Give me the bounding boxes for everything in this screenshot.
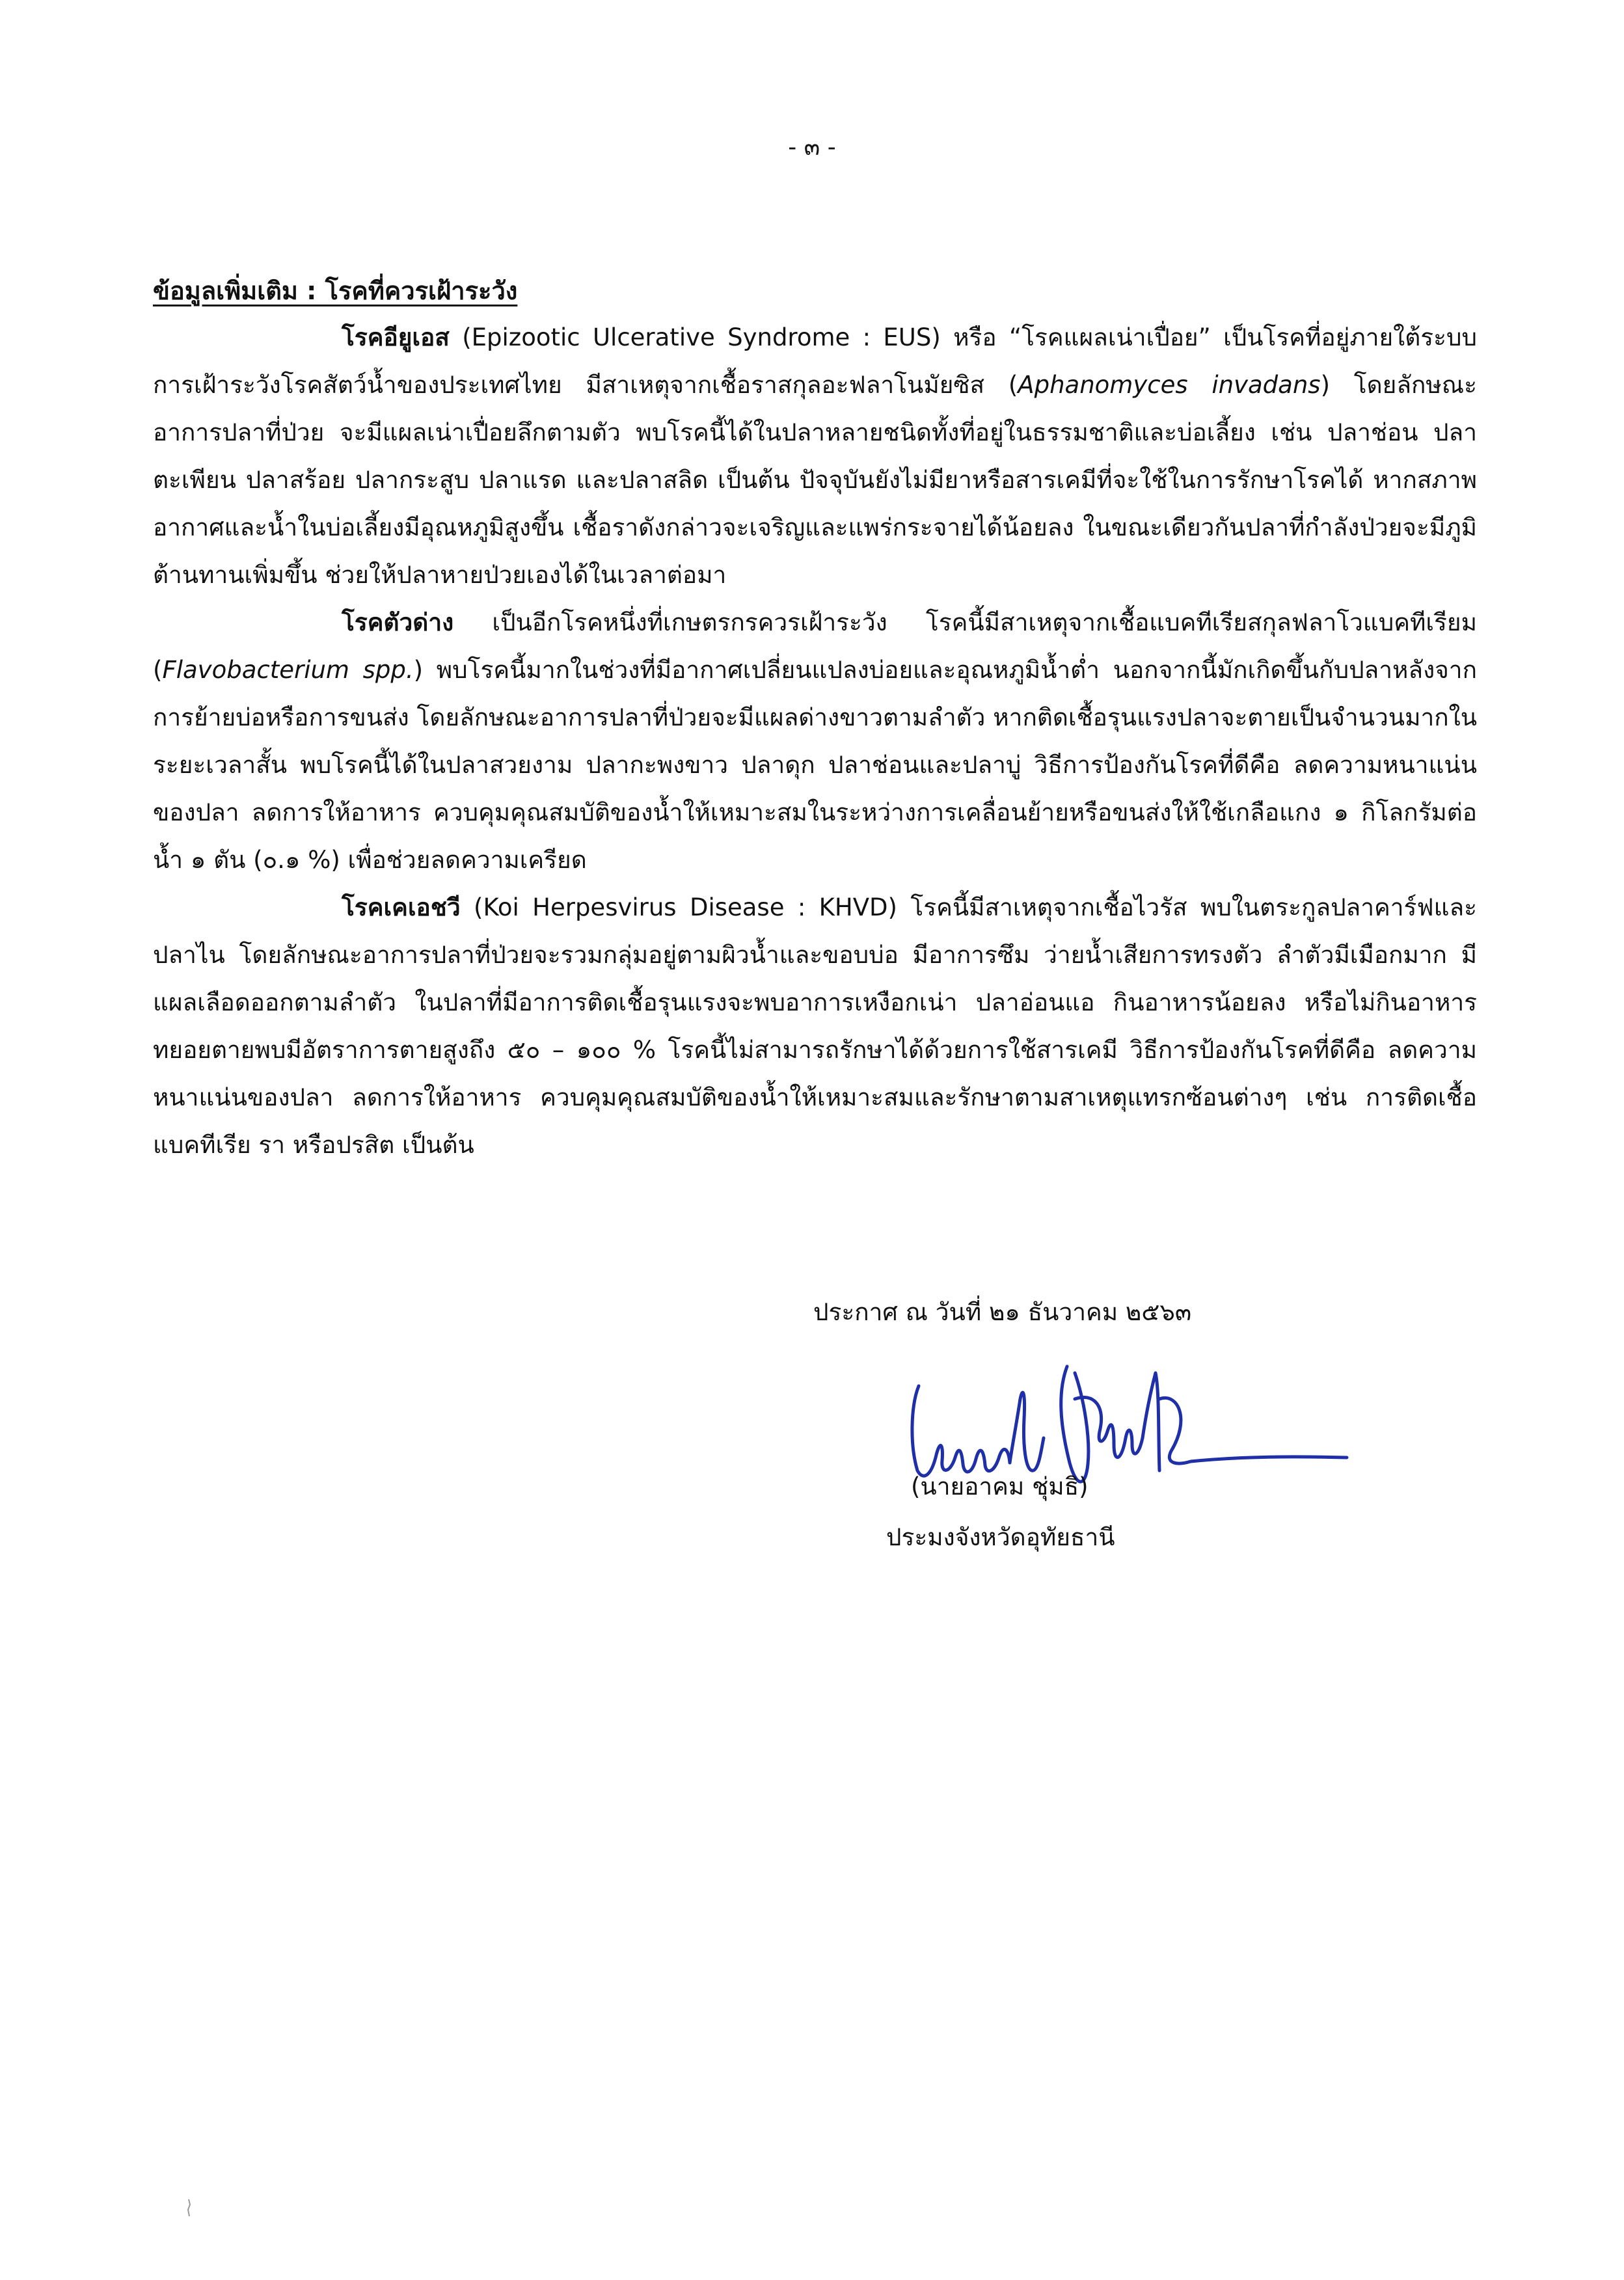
paragraph-eus-text-2: ) โดยลักษณะอาการปลาที่ป่วย จะมีแผลเน่าเปื่อยลึกตามตัว พบโรคนี้ได้ในปลาหลายชนิดทั้งที่อยู่ในธรรมชาติและบ่อเลี้ยง เช่น ปลาช่อน ปลาตะเพียน ปลาสร้อย ปลากระสูบ ปลาแรด และปลาสลิด เป็นต้น ปัจจุบันยังไม่มียาหรือสารเคมีที่จะใช้ในการรักษาโรคได้ หากสภาพอากาศและน้ำในบ่อเลี้ยงมีอุณหภูมิสูงขึ้น เชื้อราดังกล่าวจะเจริญและแพร่กระจายได้น้อยลง ในขณะเดียวกันปลาที่กำลังป่วยจะมีภูมิต้านทานเพิ่มขึ้น ช่วยให้ปลาหายป่วยเองได้ในเวลาต่อมา: [153, 371, 1477, 589]
paragraph-khvd: [153, 884, 1477, 1169]
paragraph-columnaris: [153, 599, 1477, 884]
section-heading: ข้อมูลเพิ่มเติม : โรคที่ควรเฝ้าระวัง: [153, 277, 518, 305]
page-number: - ๓ -: [788, 134, 836, 161]
document-body: [153, 268, 1477, 1169]
paragraph-khvd-text: (Koi Herpesvirus Disease : KHVD) โรคนี้มีสาเหตุจากเชื้อไวรัส พบในตระกูลปลาคาร์ฟและปลาไน โดยลักษณะอาการปลาที่ป่วยจะรวมกลุ่มอยู่ตามผิวน้ำและขอบบ่อ มีอาการซึม ว่ายน้ำเสียการทรงตัว ลำตัวมีเมือกมาก มีแผลเลือดออกตามลำตัว ในปลาที่มีอาการติดเชื้อรุนแรงจะพบอาการเหงือกเน่า ปลาอ่อนแอ กินอาหารน้อยลง หรือไม่กินอาหาร ทยอยตายพบมีอัตราการตายสูงถึง ๕๐ – ๑๐๐ % โรคนี้ไม่สามารถรักษาได้ด้วยการใช้สารเคมี วิธีการป้องกันโรคที่ดีคือ ลดความหนาแน่นของปลา ลดการให้อาหาร ควบคุมคุณสมบัติของน้ำให้เหมาะสมและรักษาตามสาเหตุแทรกซ้อนต่างๆ เช่น การติดเชื้อแบคทีเรีย รา หรือปรสิต เป็นต้น: [153, 893, 1477, 1159]
paragraph-eus: [153, 314, 1477, 599]
signer-title: ประมงจังหวัดอุทัยธานี: [886, 1523, 1115, 1551]
disease-name-columnaris: โรคตัวด่าง: [342, 608, 454, 636]
disease-name-khvd: โรคเคเอชวี: [342, 893, 461, 921]
disease-name-eus: โรคอียูเอส: [342, 323, 450, 351]
scientific-name-aphanomyces: Aphanomyces invadans: [1018, 371, 1321, 399]
signature-block: [0, 1288, 1624, 1614]
signer-name: (นายอาคม ชุ่มธิ): [911, 1472, 1089, 1500]
paragraph-eus-text-1: (Epizootic Ulcerative Syndrome : EUS) หรือ “โรคแผลเน่าเปื่อย” เป็นโรคที่อยู่ภายใต้ระบบการเฝ้าระวังโรคสัตว์น้ำของประเทศไทย มีสาเหตุจากเชื้อราสกุลอะฟลาโนมัยซิส (: [153, 323, 1477, 399]
paragraph-columnaris-text-1: เป็นอีกโรคหนึ่งที่เกษตรกรควรเฝ้าระวัง โรคนี้มีสาเหตุจากเชื้อแบคทีเรียสกุลฟลาโวแบคทีเรียม (: [153, 608, 1477, 684]
paragraph-columnaris-text-2: ) พบโรคนี้มากในช่วงที่มีอากาศเปลี่ยนแปลงบ่อยและอุณหภูมิน้ำต่ำ นอกจากนี้มักเกิดขึ้นกับปลาหลังจากการย้ายบ่อหรือการขนส่ง โดยลักษณะอาการปลาที่ป่วยจะมีแผลด่างขาวตามลำตัว หากติดเชื้อรุนแรงปลาจะตายเป็นจำนวนมากในระยะเวลาสั้น พบโรคนี้ได้ในปลาสวยงาม ปลากะพงขาว ปลาดุก ปลาช่อนและปลาบู่ วิธีการป้องกันโรคที่ดีคือ ลดความหนาแน่นของปลา ลดการให้อาหาร ควบคุมคุณสมบัติของน้ำให้เหมาะสมในระหว่างการเคลื่อนย้ายหรือขนส่งให้ใช้เกลือแกง ๑ กิโลกรัมต่อน้ำ ๑ ตัน (๐.๑ %) เพื่อช่วยลดความเครียด: [153, 656, 1477, 874]
scan-speck: [185, 2198, 192, 2218]
scientific-name-flavobacterium: Flavobacterium spp.: [162, 656, 414, 684]
announcement-date: ประกาศ ณ วันที่ ๒๑ ธันวาคม ๒๕๖๓: [813, 1298, 1192, 1326]
